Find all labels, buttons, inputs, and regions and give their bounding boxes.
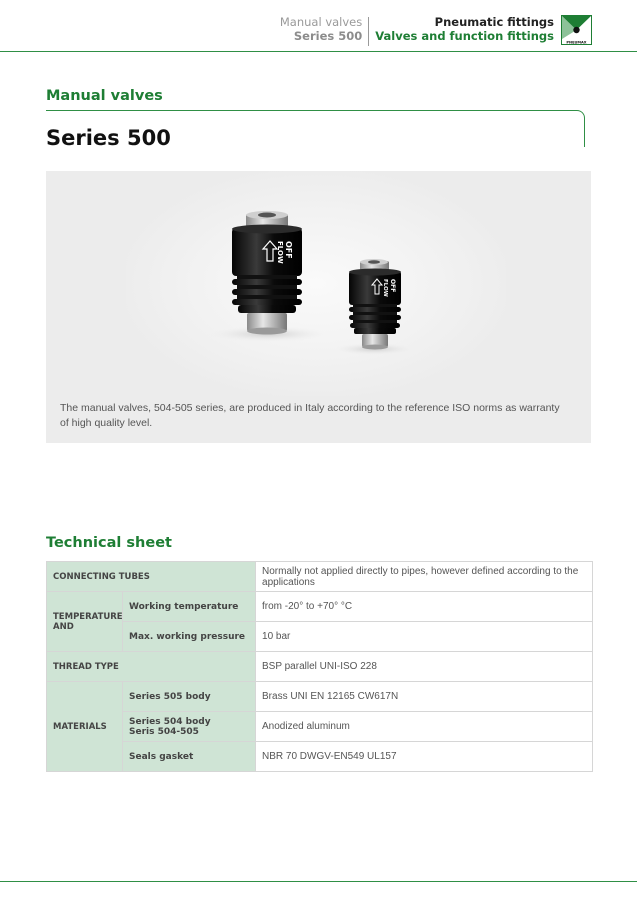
pneumax-logo bbox=[561, 15, 592, 45]
logo-text: PNEUMAX bbox=[566, 40, 587, 45]
valves-illustration bbox=[46, 171, 591, 396]
small-valve bbox=[334, 259, 414, 355]
header-rule bbox=[0, 51, 637, 52]
page-title: Series 500 bbox=[46, 126, 171, 150]
series504-value: Anodized aluminum bbox=[256, 712, 593, 742]
small-valve-flow-label: FLOW bbox=[382, 279, 388, 297]
seals-label: Seals gasket bbox=[123, 742, 256, 772]
max-pressure-value: 10 bar bbox=[256, 622, 593, 652]
header-category: Manual valves bbox=[279, 15, 363, 29]
large-valve bbox=[208, 211, 328, 342]
header-product-info bbox=[280, 16, 368, 46]
working-temperature-value: from -20° to +70° °C bbox=[256, 592, 593, 622]
seals-value: NBR 70 DWGV-EN549 UL157 bbox=[256, 742, 593, 772]
table-row bbox=[47, 742, 593, 772]
connecting-tubes-label: CONNECTING TUBES bbox=[47, 562, 256, 592]
section-label: Manual valves bbox=[46, 88, 163, 104]
technical-sheet-title: Technical sheet bbox=[46, 535, 172, 551]
large-valve-flow-label: FLOW bbox=[276, 241, 284, 264]
photo-caption: The manual valves, 504-505 series, are produced in Italy according to the reference ISO norms as warranty of high quality level. bbox=[60, 402, 560, 429]
table-row bbox=[47, 712, 593, 742]
large-valve-off-label: OFF bbox=[284, 241, 293, 259]
header-catalog-section: Pneumatic fittings bbox=[434, 15, 554, 29]
connecting-tubes-value: Normally not applied directly to pipes, however defined according to the applications bbox=[256, 562, 593, 592]
header-series: Series 500 bbox=[293, 28, 363, 43]
table-row bbox=[47, 622, 593, 652]
small-valve-off-label: OFF bbox=[389, 279, 396, 293]
table-row bbox=[47, 592, 593, 622]
temperature-group-label: TEMPERATURE AND bbox=[47, 592, 123, 652]
working-temperature-label: Working temperature bbox=[123, 592, 256, 622]
table-row bbox=[47, 652, 593, 682]
footer-rule bbox=[0, 881, 637, 882]
table-row bbox=[47, 682, 593, 712]
table-row bbox=[47, 562, 593, 592]
series504-label-line2: Seris 504-505 bbox=[129, 726, 199, 737]
product-photo bbox=[46, 171, 591, 443]
header-catalog-subsection: Valves and function fittings bbox=[375, 28, 554, 43]
page-header bbox=[280, 16, 554, 46]
technical-sheet-table bbox=[46, 561, 593, 772]
materials-label: MATERIALS bbox=[47, 682, 123, 772]
series504-label bbox=[123, 712, 256, 742]
series504-label-line1: Series 504 body bbox=[129, 716, 211, 727]
max-pressure-label: Max. working pressure bbox=[123, 622, 256, 652]
series505-value: Brass UNI EN 12165 CW617N bbox=[256, 682, 593, 712]
thread-type-label: THREAD TYPE bbox=[47, 652, 256, 682]
thread-type-value: BSP parallel UNI-ISO 228 bbox=[256, 652, 593, 682]
series505-label: Series 505 body bbox=[123, 682, 256, 712]
header-catalog-info bbox=[369, 16, 554, 46]
